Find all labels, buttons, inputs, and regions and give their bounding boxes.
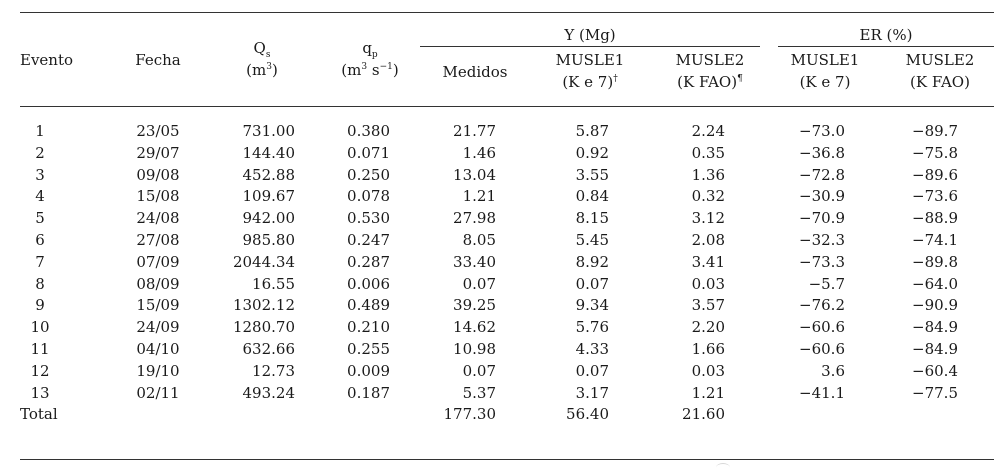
cell-er-musle2: −84.9: [912, 318, 958, 337]
qs-symbol: Q: [253, 39, 266, 57]
table-row: [0, 317, 1008, 337]
cell-er-musle1: −76.2: [799, 296, 845, 315]
cell-y-musle1: 3.17: [575, 383, 609, 402]
top-rule: [20, 12, 994, 13]
table-row: [0, 165, 1008, 185]
cell-y-musle1: 5.45: [575, 231, 609, 249]
cell-er-musle1: −73.3: [799, 252, 845, 271]
cell-qs: 2044.34: [232, 252, 295, 271]
cell-medidos: 14.62: [453, 318, 496, 337]
table-row: [0, 121, 1008, 141]
cell-qp: 0.489: [347, 296, 390, 315]
cell-fecha: 09/08: [136, 165, 180, 184]
cell-qs: 16.55: [252, 274, 295, 293]
header-er-musle2: MUSLE2: [905, 51, 975, 69]
cell-er-musle2: −89.6: [912, 165, 958, 184]
cell-evento: 1: [35, 122, 45, 140]
cell-qp: 0.006: [347, 274, 390, 293]
bottom-rule: [20, 459, 994, 460]
header-bottom-rule: [20, 106, 994, 107]
cell-evento: 10: [30, 318, 50, 337]
header-y-musle1: MUSLE1: [555, 51, 625, 69]
cell-medidos: 10.98: [453, 340, 496, 358]
cell-qs: 493.24: [242, 383, 295, 402]
cell-qp: 0.250: [347, 165, 390, 184]
cell-er-musle2: −77.5: [912, 383, 958, 402]
cell-er-musle1: 3.6: [821, 361, 845, 380]
cell-evento: 13: [30, 383, 50, 402]
cell-qp: 0.078: [347, 187, 390, 206]
cell-er-musle1: −73.0: [799, 122, 845, 140]
header-y-group: Y (Mg): [564, 26, 616, 44]
cell-qs: 144.40: [242, 143, 295, 162]
cell-er-musle2: −74.1: [912, 231, 958, 249]
cell-y-musle2: 3.57: [691, 296, 725, 315]
header-er-musle2-sub: (K FAO): [910, 73, 970, 91]
cell-medidos: 33.40: [453, 252, 496, 271]
cell-qs: 12.73: [252, 361, 295, 380]
table-row: [0, 274, 1008, 294]
header-er-musle1: MUSLE1: [790, 51, 860, 69]
cell-medidos: 5.37: [462, 383, 496, 402]
cell-medidos: 13.04: [453, 165, 496, 184]
cell-y-musle2: 2.20: [691, 318, 725, 337]
cell-y-musle1: 0.07: [575, 361, 609, 380]
cell-er-musle2: −60.4: [912, 361, 958, 380]
cell-medidos: 21.77: [453, 122, 496, 140]
cell-er-musle1: −60.6: [799, 318, 845, 337]
cell-qp: 0.255: [347, 340, 390, 358]
cell-evento: 2: [35, 143, 45, 162]
header-y-musle2: MUSLE2: [675, 51, 745, 69]
cell-qp: 0.530: [347, 209, 390, 228]
cell-er-musle1: −5.7: [808, 274, 845, 293]
cell-evento: Total: [20, 405, 58, 424]
header-fecha: Fecha: [135, 51, 181, 69]
cell-qp: 0.071: [347, 143, 390, 162]
cell-y-musle2: 3.41: [691, 252, 725, 271]
cell-qs: 1302.12: [232, 296, 295, 315]
table-row: [0, 361, 1008, 381]
header-y-musle1-sub: (K e 7)†: [562, 73, 618, 91]
cell-evento: 4: [35, 187, 45, 206]
cell-evento: 3: [35, 165, 45, 184]
cell-y-musle1: 9.34: [575, 296, 609, 315]
cell-y-musle1: 4.33: [575, 340, 609, 358]
cell-y-musle2: 0.35: [691, 143, 725, 162]
cell-medidos: 0.07: [462, 274, 496, 293]
cell-y-musle2: 2.08: [691, 231, 725, 249]
qp-symbol: q: [362, 39, 372, 57]
cell-qp: 0.210: [347, 318, 390, 337]
cell-er-musle2: −90.9: [912, 296, 958, 315]
cell-evento: 9: [35, 296, 45, 315]
cell-evento: 8: [35, 274, 45, 293]
table-row: [0, 295, 1008, 315]
cell-qs: 109.67: [242, 187, 295, 206]
y-group-rule: [420, 46, 760, 47]
cell-er-musle2: −75.8: [912, 143, 958, 162]
cell-y-musle1: 8.92: [575, 252, 609, 271]
cell-fecha: 08/09: [136, 274, 180, 293]
cell-fecha: 24/08: [136, 209, 180, 228]
cell-er-musle2: −64.0: [912, 274, 958, 293]
cell-evento: 11: [30, 340, 50, 358]
table-row: [0, 252, 1008, 272]
cell-qp: 0.009: [347, 361, 390, 380]
cell-fecha: 15/09: [136, 296, 180, 315]
cell-evento: 5: [35, 209, 45, 228]
cell-y-musle2: 0.32: [691, 187, 725, 206]
cell-qs: 452.88: [242, 165, 295, 184]
cell-qs: 942.00: [242, 209, 295, 228]
cell-y-musle1: 56.40: [566, 405, 609, 424]
header-y-musle2-sub: (K FAO)¶: [677, 73, 743, 91]
header-qp-unit: ($m^3$ $s^{-1}$): [341, 61, 399, 79]
cell-y-musle2: 1.66: [691, 340, 725, 358]
header-er-group: ER (%): [859, 26, 913, 44]
cell-medidos: 0.07: [462, 361, 496, 380]
table-row: [0, 230, 1008, 250]
cell-y-musle2: 0.03: [691, 274, 725, 293]
cell-qp: 0.247: [347, 231, 390, 249]
table-row-total: [0, 404, 1008, 424]
cell-y-musle1: 0.07: [575, 274, 609, 293]
cell-y-musle1: 5.87: [575, 122, 609, 140]
cell-y-musle1: 3.55: [575, 165, 609, 184]
cell-qp: 0.287: [347, 252, 390, 271]
cell-y-musle1: 5.76: [575, 318, 609, 337]
cell-qs: 1280.70: [232, 318, 295, 337]
cell-er-musle1: −60.6: [799, 340, 845, 358]
cell-er-musle1: −36.8: [799, 143, 845, 162]
cell-qs: 632.66: [242, 340, 295, 358]
cell-y-musle2: 1.36: [691, 165, 725, 184]
cell-evento: 12: [30, 361, 50, 380]
cell-er-musle2: −88.9: [912, 209, 958, 228]
header-medidos: Medidos: [442, 63, 508, 81]
cell-er-musle1: −32.3: [799, 231, 845, 249]
footnote-mark-pilcrow: ¶: [737, 74, 743, 84]
cell-y-musle2: 3.12: [691, 209, 725, 228]
cell-y-musle2: 1.21: [691, 383, 725, 402]
table-row: [0, 186, 1008, 206]
table-row: [0, 383, 1008, 403]
cell-evento: 6: [35, 231, 45, 249]
cell-fecha: 07/09: [136, 252, 180, 271]
cell-fecha: 19/10: [136, 361, 180, 380]
cell-fecha: 24/09: [136, 318, 180, 337]
cell-y-musle2: 2.24: [691, 122, 725, 140]
cell-medidos: 1.21: [462, 187, 496, 206]
cell-fecha: 15/08: [136, 187, 180, 206]
cell-y-musle1: 8.15: [575, 209, 609, 228]
header-qp: [335, 38, 405, 58]
page-mark: [716, 463, 730, 472]
cell-fecha: 04/10: [136, 340, 180, 358]
cell-er-musle2: −89.7: [912, 122, 958, 140]
cell-er-musle1: −70.9: [799, 209, 845, 228]
cell-er-musle1: −41.1: [799, 383, 845, 402]
cell-fecha: 02/11: [136, 383, 180, 402]
cell-qs: 985.80: [242, 231, 295, 249]
cell-er-musle2: −84.9: [912, 340, 958, 358]
table-row: [0, 208, 1008, 228]
header-er-musle1-sub: (K e 7): [799, 73, 851, 91]
table-row: [0, 339, 1008, 359]
cell-medidos: 27.98: [453, 209, 496, 228]
cell-medidos: 177.30: [443, 405, 496, 424]
header-qs: [232, 38, 292, 58]
qp-subscript: p: [371, 50, 378, 60]
cell-fecha: 29/07: [136, 143, 180, 162]
cell-y-musle2: 21.60: [682, 405, 725, 424]
qs-subscript: s: [265, 50, 271, 60]
cell-y-musle1: 0.92: [575, 143, 609, 162]
cell-fecha: 27/08: [136, 231, 180, 249]
header-qs-unit: $(m^3)$: [246, 61, 278, 79]
table-row: [0, 143, 1008, 163]
cell-qs: 731.00: [242, 122, 295, 140]
cell-medidos: 8.05: [462, 231, 496, 249]
cell-medidos: 1.46: [462, 143, 496, 162]
cell-er-musle2: −89.8: [912, 252, 958, 271]
cell-evento: 7: [35, 252, 45, 271]
er-group-rule: [778, 46, 994, 47]
cell-er-musle2: −73.6: [912, 187, 958, 206]
cell-qp: 0.187: [347, 383, 390, 402]
cell-y-musle2: 0.03: [691, 361, 725, 380]
footnote-mark-dagger: †: [613, 74, 618, 84]
cell-er-musle1: −72.8: [799, 165, 845, 184]
cell-er-musle1: −30.9: [799, 187, 845, 206]
header-evento: Evento: [20, 51, 74, 69]
cell-medidos: 39.25: [453, 296, 496, 315]
cell-qp: 0.380: [347, 122, 390, 140]
cell-y-musle1: 0.84: [575, 187, 609, 206]
cell-fecha: 23/05: [136, 122, 180, 140]
